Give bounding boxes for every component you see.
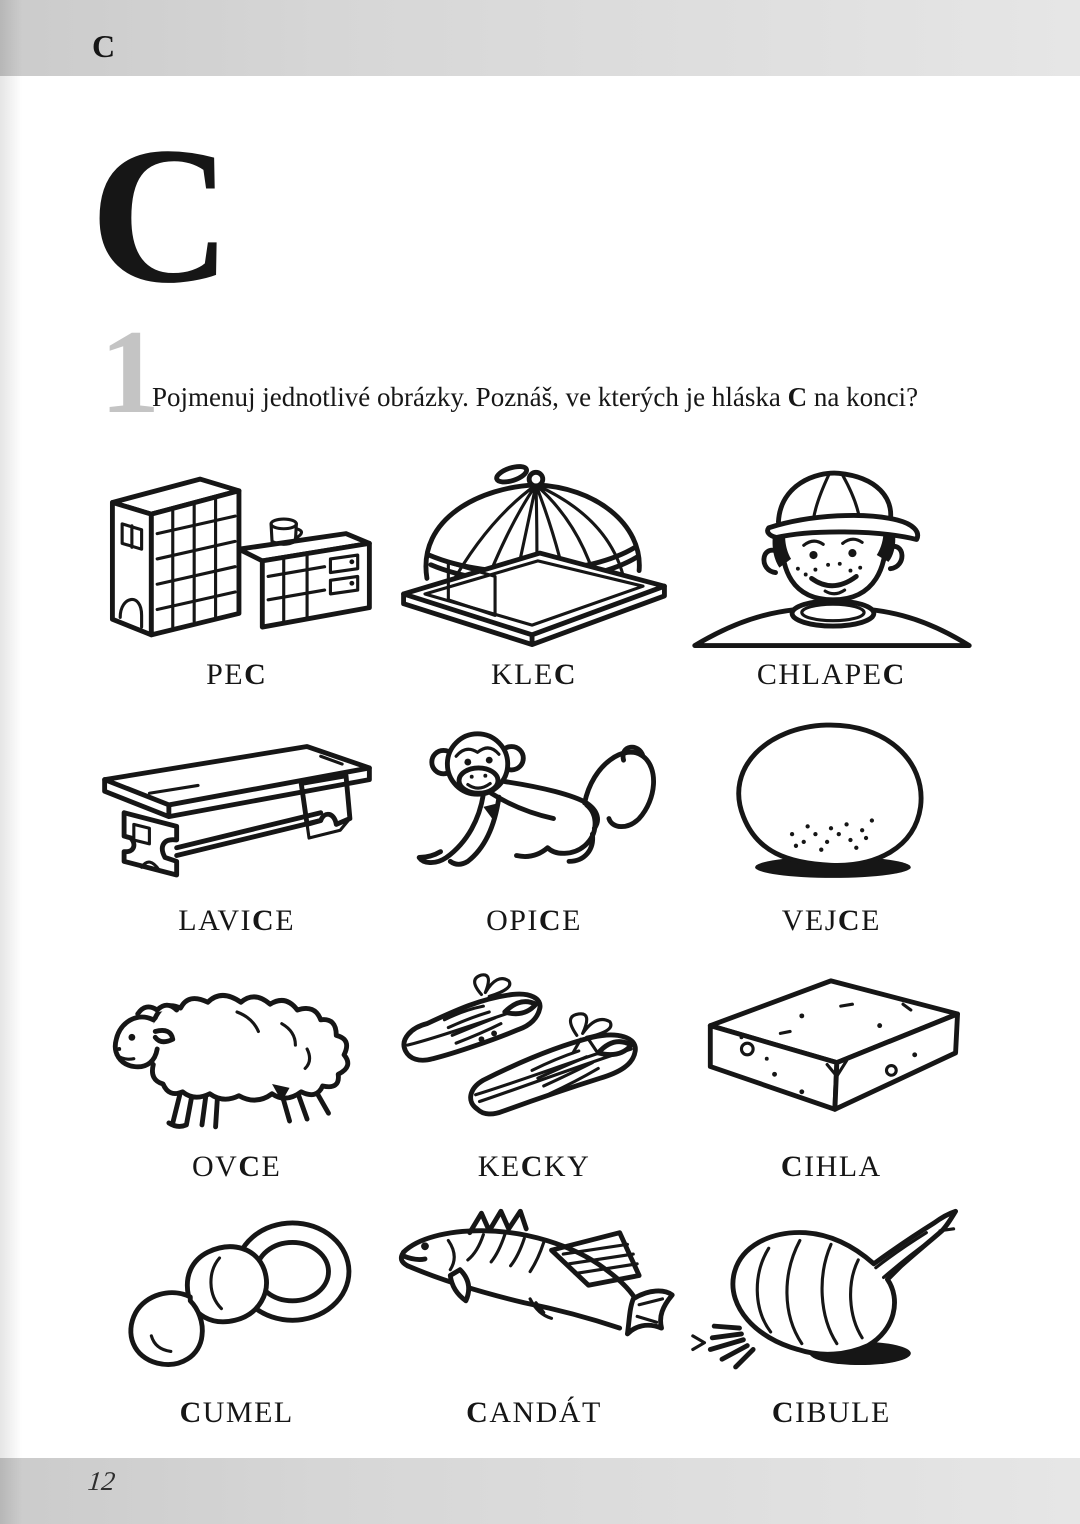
chapter-letter: C (90, 107, 230, 324)
item-label: KECKY (477, 1150, 591, 1183)
item-label: CIHLA (780, 1150, 882, 1183)
cage-illustration (385, 458, 682, 654)
brick-illustration (683, 950, 980, 1146)
sneakers-illustration (385, 950, 682, 1146)
fish-illustration (385, 1196, 682, 1392)
exercise-number: 1 (100, 305, 160, 438)
monkey-illustration (385, 704, 682, 900)
item-klec (385, 458, 682, 704)
item-label: LAVICE (178, 904, 296, 937)
header-band (0, 0, 1080, 76)
item-candat (385, 1196, 682, 1442)
egg-illustration (683, 704, 980, 900)
header-letter: C (92, 28, 116, 64)
boy-illustration (683, 458, 980, 654)
item-label: VEJCE (781, 904, 881, 937)
item-opice (385, 704, 682, 950)
sheep-illustration (88, 950, 385, 1146)
item-cumel (88, 1196, 385, 1442)
item-label: PEC (206, 658, 268, 691)
item-chlapec (683, 458, 980, 704)
item-pec (88, 458, 385, 704)
bench-illustration (88, 704, 385, 900)
pacifier-illustration (88, 1196, 385, 1392)
item-ovce (88, 950, 385, 1196)
item-label: OPICE (486, 904, 582, 937)
exercise-instruction: Pojmenuj jednotlivé obrázky. Poznáš, ve kterých je hláska C na konci? (152, 382, 919, 412)
item-label: CHLAPEC (756, 658, 906, 691)
item-label: CANDÁT (466, 1396, 602, 1429)
item-lavice (88, 704, 385, 950)
page-number: 12 (86, 1466, 117, 1496)
item-cibule (683, 1196, 980, 1442)
footer-band (0, 1458, 1080, 1524)
item-label: OVCE (191, 1150, 282, 1183)
item-label: KLEC (490, 658, 577, 691)
item-kecky (385, 950, 682, 1196)
item-label: CIBULE (771, 1396, 891, 1429)
picture-grid (88, 458, 980, 1442)
item-cihla (683, 950, 980, 1196)
item-label: CUMEL (179, 1396, 294, 1429)
onion-illustration (683, 1196, 980, 1392)
item-vejce (683, 704, 980, 950)
stove-illustration (88, 458, 385, 654)
